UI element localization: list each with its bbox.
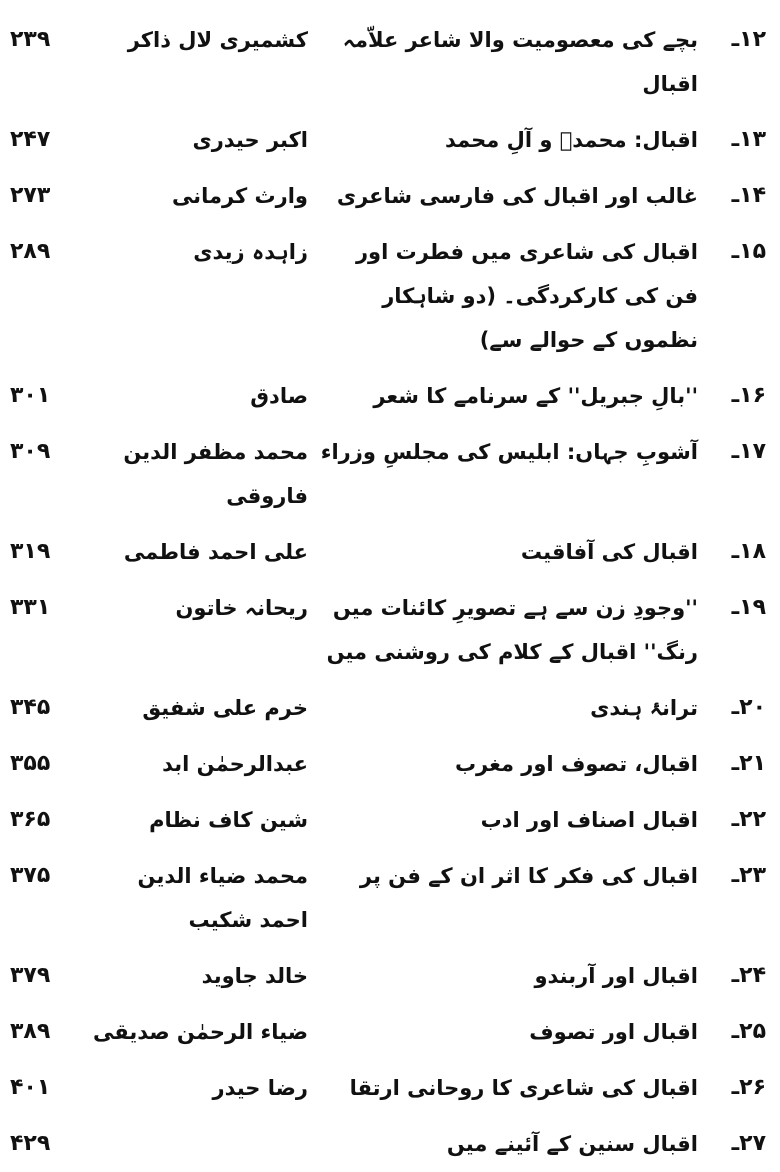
- entry-number: ۲۳ـ: [731, 863, 766, 888]
- entry-title: غالب اور اقبال کی فارسی شاعری: [336, 184, 698, 208]
- toc-entry: [10, 12, 766, 112]
- entry-number: ۲۵ـ: [731, 1019, 766, 1044]
- toc-entry: [10, 368, 766, 424]
- entry-author: خرم علی شفیق: [142, 696, 308, 720]
- entry-title: ''وجودِ زن سے ہے تصویرِ کائنات میں رنگ'' اقبال کے کلام کی روشنی میں: [326, 596, 698, 664]
- toc-entry: [10, 1116, 766, 1172]
- entry-number: ۱۳ـ: [731, 127, 766, 152]
- entry-author: محمد ضیاء الدین احمد شکیب: [137, 864, 308, 932]
- entry-number: ۱۵ـ: [731, 239, 766, 264]
- toc-entry: [10, 424, 766, 524]
- toc-entry: [10, 680, 766, 736]
- entry-page-number: ۲۴۷: [10, 127, 51, 152]
- toc-entry: [10, 224, 766, 368]
- entry-page-number: ۳۰۹: [10, 439, 51, 464]
- entry-page-number: ۴۰۱: [10, 1075, 51, 1100]
- toc-entry: [10, 948, 766, 1004]
- entry-number: ۲۱ـ: [731, 751, 766, 776]
- entry-number: ۲۷ـ: [731, 1131, 766, 1156]
- entry-author: علی احمد فاطمی: [123, 540, 308, 564]
- toc-entry: [10, 1004, 766, 1060]
- entry-title: آشوبِ جہاں: ابلیس کی مجلسِ وزراء: [320, 440, 698, 464]
- toc-entry: [10, 580, 766, 680]
- entry-number: ۲۴ـ: [731, 963, 766, 988]
- entry-title: اقبال: محمدؐ و آلِ محمد: [444, 128, 698, 152]
- entry-number: ۱۴ـ: [731, 183, 766, 208]
- entry-number: ۲۲ـ: [731, 807, 766, 832]
- entry-title: اقبال اور آربندو: [534, 964, 698, 988]
- toc-entry: [10, 112, 766, 168]
- entry-author: وارث کرمانی: [171, 184, 308, 208]
- entry-number: ۱۷ـ: [731, 439, 766, 464]
- entry-page-number: ۳۱۹: [10, 539, 51, 564]
- entry-number: ۲۶ـ: [731, 1075, 766, 1100]
- toc-entry: [10, 848, 766, 948]
- entry-title: ترانۂ ہندی: [590, 696, 698, 720]
- toc-entry: [10, 168, 766, 224]
- entry-author: عبدالرحمٰن ابد: [162, 752, 308, 776]
- entry-title: اقبال اصناف اور ادب: [480, 808, 698, 832]
- entry-author: صادق: [250, 384, 308, 408]
- entry-author: ضیاء الرحمٰن صدیقی: [92, 1020, 308, 1044]
- entry-title: اقبال کی شاعری کا روحانی ارتقا: [349, 1076, 698, 1100]
- entry-page-number: ۳۴۵: [10, 695, 51, 720]
- entry-author: محمد مظفر الدین فاروقی: [123, 440, 308, 508]
- entry-title: اقبال، تصوف اور مغرب: [454, 752, 698, 776]
- entry-author: ریحانہ خاتون: [175, 596, 308, 620]
- entry-author: زاہدہ زیدی: [193, 240, 308, 264]
- entry-page-number: ۳۸۹: [10, 1019, 51, 1044]
- entry-author: رضا حیدر: [212, 1076, 308, 1100]
- entry-page-number: ۳۷۹: [10, 963, 51, 988]
- entry-number: ۱۲ـ: [731, 27, 766, 52]
- entry-title: اقبال کی فکر کا اثر ان کے فن پر: [359, 864, 698, 888]
- entry-number: ۲۰ـ: [731, 695, 766, 720]
- entry-title: اقبال اور تصوف: [529, 1020, 698, 1044]
- entry-title: اقبال کی آفاقیت: [520, 540, 698, 564]
- entry-author: شین کاف نظام: [149, 808, 308, 832]
- entry-page-number: ۲۸۹: [10, 239, 51, 264]
- entry-page-number: ۲۷۳: [10, 183, 51, 208]
- entry-title: اقبال کی شاعری میں فطرت اور فن کی کارکردگی۔ (دو شاہکار نظموں کے حوالے سے): [355, 240, 698, 352]
- entry-author: اکبر حیدری: [192, 128, 308, 152]
- entry-page-number: ۳۷۵: [10, 863, 51, 888]
- entry-page-number: ۳۰۱: [10, 383, 51, 408]
- entry-title: ''بالِ جبریل'' کے سرنامے کا شعر: [373, 384, 698, 408]
- entry-number: ۱۹ـ: [731, 595, 766, 620]
- entry-number: ۱۸ـ: [731, 539, 766, 564]
- toc-entry: [10, 736, 766, 792]
- entry-author: خالد جاوید: [201, 964, 308, 988]
- entry-author: کشمیری لال ذاکر: [127, 28, 308, 52]
- entry-page-number: ۳۳۱: [10, 595, 51, 620]
- entry-title: بچے کی معصومیت والا شاعر علاّمہ اقبال: [342, 28, 698, 96]
- entry-page-number: ۳۶۵: [10, 807, 51, 832]
- toc-entry: [10, 792, 766, 848]
- entry-title: اقبال سنین کے آئینے میں: [446, 1132, 698, 1156]
- entry-number: ۱۶ـ: [731, 383, 766, 408]
- entry-page-number: ۲۳۹: [10, 27, 51, 52]
- toc-entry: [10, 524, 766, 580]
- entry-page-number: ۴۲۹: [10, 1131, 51, 1156]
- entry-page-number: ۳۵۵: [10, 751, 51, 776]
